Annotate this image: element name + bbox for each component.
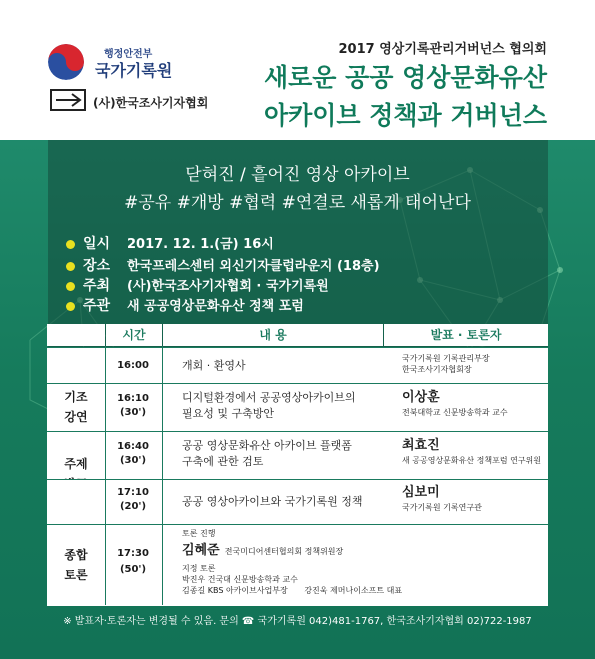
table-header-speaker: 발표 · 토론자 <box>384 324 548 346</box>
bullet-icon <box>66 262 75 271</box>
taegeuk-logo-icon <box>48 44 84 80</box>
ministry-small-label: 행정안전부 <box>104 49 153 60</box>
category-discussion: 종합 토론 <box>64 548 88 582</box>
header <box>0 0 595 140</box>
bullet-icon <box>66 302 75 311</box>
tagline-line-1: 닫혀진 / 흩어진 영상 아카이브 <box>185 165 410 185</box>
info-organizer: 주관 새 공공영상문화유산 정책 포럼 <box>66 295 304 315</box>
category-keynote: 기조 강연 <box>64 390 88 424</box>
table-row: 주제 16:40 (30') 공공 영상문화유산 아카이브 플랫폼 구축에 관한 검토 최효진 새 공공영상문화유산 정책포럼 연구위원 <box>47 431 548 479</box>
program-table <box>47 324 548 605</box>
bullet-icon <box>66 240 75 249</box>
info-venue: 장소 한국프레스센터 외신기자클럽라운지 (18층) <box>66 255 380 275</box>
bullet-icon <box>66 282 75 291</box>
title-line-1: 새로운 공공 영상문화유산 <box>263 63 547 92</box>
table-header-content: 내 용 <box>163 324 383 346</box>
info-host: 주최 (사)한국조사기자협회 · 국가기록원 <box>66 275 329 295</box>
ministry-name: 국가기록원 <box>95 61 173 80</box>
info-date: 일시 2017. 12. 1.(금) 16시 <box>66 233 274 253</box>
table-header-time: 시간 <box>106 324 162 346</box>
title-line-2: 아카이브 정책과 거버넌스 <box>263 101 547 130</box>
category-presentation: 주제 <box>64 457 88 471</box>
table-row: 17:10 (20') 공공 영상아카이브와 국가기록원 정책 심보미 국가기록원 기록연구관 <box>47 479 548 524</box>
footer-note: ※ 발표자·토론자는 변경될 수 있음. 문의 ☎ 국가기록원 042)481-1767, 한국조사기자협회 02)722-1987 <box>63 616 532 627</box>
event-subtitle: 2017 영상기록관리거버넌스 협의회 <box>338 42 547 57</box>
table-row: 16:00 개회 · 환영사 국가기록원 기록관리부장 한국조사기자협회장 <box>47 347 548 383</box>
association-name: (사)한국조사기자협회 <box>93 96 209 110</box>
table-row: 종합 토론 17:30 (50') 토론 진행 김혜준 전국미디어센터협의회 정책위원장 지정 토론 박진우 건국대 신문방송학과 교수 김종길 KBS 아카이브사업부장 강진욱 제머나이소프트 대표 <box>47 524 548 606</box>
table-header-blank <box>47 324 105 346</box>
association-logo-icon <box>50 89 86 111</box>
table-row: 기조 강연 16:10 (30') 디지털환경에서 공공영상아카이브의 필요성 및 구축방안 이상훈 전북대학교 신문방송학과 교수 <box>47 383 548 431</box>
tagline-line-2: #공유 #개방 #협력 #연결로 새롭게 태어난다 <box>124 193 471 213</box>
